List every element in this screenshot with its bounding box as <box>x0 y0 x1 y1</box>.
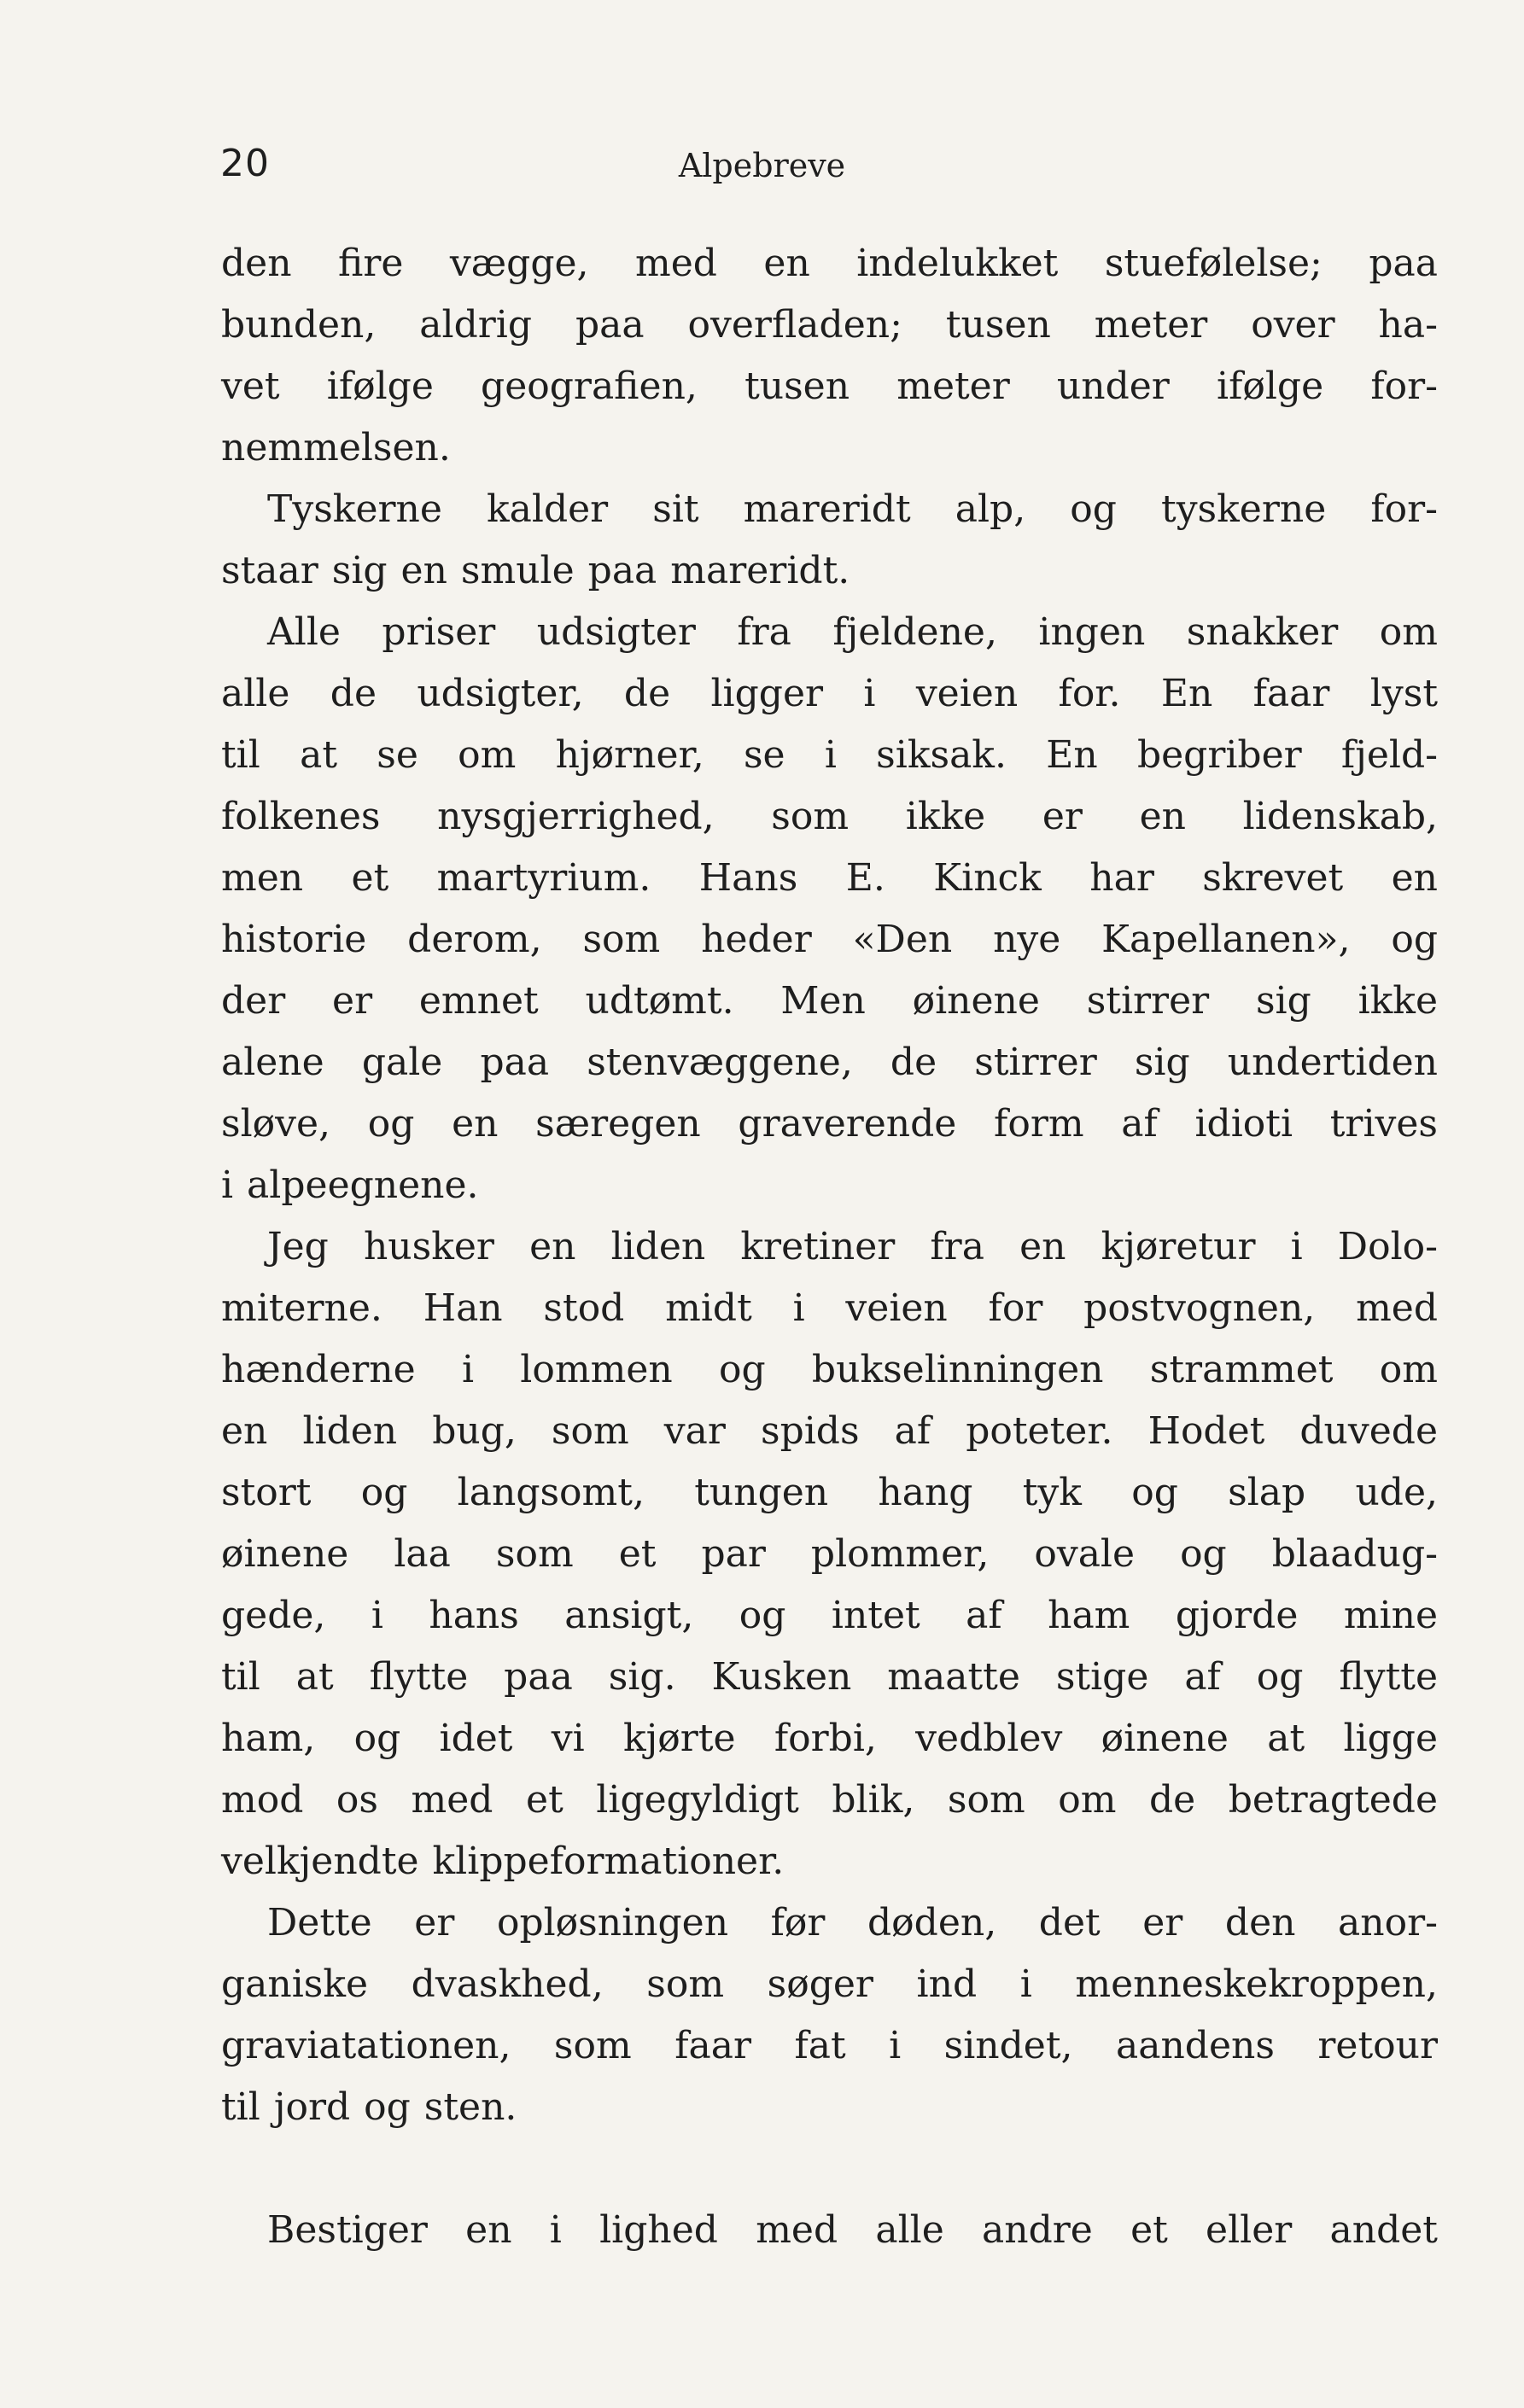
text-line: graviatationen, som faar fat i sindet, aandens retour <box>221 2024 1438 2067</box>
text-line: men et martyrium. Hans E. Kinck har skrevet en <box>221 856 1438 900</box>
text-line: hænderne i lommen og bukselinningen strammet om <box>221 1348 1438 1391</box>
text-line: Dette er opløsningen før døden, det er den anor- <box>267 1901 1438 1944</box>
page-number: 20 <box>220 142 270 185</box>
text-line: ham, og idet vi kjørte forbi, vedblev øinene at ligge <box>221 1717 1438 1760</box>
text-line: staar sig en smule paa mareridt. <box>221 549 850 592</box>
text-line: alle de udsigter, de ligger i veien for. En faar lyst <box>221 672 1438 715</box>
body-text <box>221 233 1438 2261</box>
text-line: miterne. Han stod midt i veien for postvognen, med <box>221 1286 1438 1330</box>
text-line: alene gale paa stenvæggene, de stirrer sig undertiden <box>221 1041 1438 1084</box>
text-line: Alle priser udsigter fra fjeldene, ingen snakker om <box>267 610 1438 654</box>
text-line: nemmelsen. <box>221 426 451 469</box>
text-line: en liden bug, som var spids af poteter. Hodet duvede <box>221 1409 1438 1453</box>
text-line: historie derom, som heder «Den nye Kapellanen», og <box>221 918 1438 961</box>
text-line: bunden, aldrig paa overfladen; tusen meter over ha- <box>221 303 1438 347</box>
text-line: der er emnet udtømt. Men øinene stirrer sig ikke <box>221 979 1438 1023</box>
text-line: til at se om hjørner, se i siksak. En begriber fjeld- <box>221 733 1438 777</box>
text-line: mod os med et ligegyldigt blik, som om de betragtede <box>221 1778 1438 1822</box>
running-title: Alpebreve <box>678 147 846 184</box>
text-line: folkenes nysgjerrighed, som ikke er en lidenskab, <box>221 795 1438 838</box>
text-line: i alpeegnene. <box>221 1163 479 1207</box>
text-line: Jeg husker en liden kretiner fra en kjøretur i Dolo- <box>267 1225 1438 1268</box>
text-line: velkjendte klippeformationer. <box>221 1840 785 1883</box>
section-gap <box>221 2138 1438 2200</box>
text-line: Bestiger en i lighed med alle andre et eller andet <box>267 2208 1438 2252</box>
text-line: gede, i hans ansigt, og intet af ham gjorde mine <box>221 1594 1438 1637</box>
text-line: til jord og sten. <box>221 2085 517 2129</box>
text-line: øinene laa som et par plommer, ovale og blaadug- <box>221 1532 1438 1576</box>
text-line: vet ifølge geografien, tusen meter under ifølge for- <box>221 364 1438 408</box>
text-line: stort og langsomt, tungen hang tyk og slap ude, <box>221 1471 1438 1514</box>
text-line: Tyskerne kalder sit mareridt alp, og tyskerne for- <box>267 487 1438 531</box>
text-line: ganiske dvaskhed, som søger ind i menneskekroppen, <box>221 1962 1438 2006</box>
text-line: til at flytte paa sig. Kusken maatte stige af og flytte <box>221 1655 1438 1699</box>
text-line: sløve, og en særegen graverende form af idioti trives <box>221 1102 1438 1146</box>
text-line: den fire vægge, med en indelukket stuefølelse; paa <box>221 242 1438 285</box>
